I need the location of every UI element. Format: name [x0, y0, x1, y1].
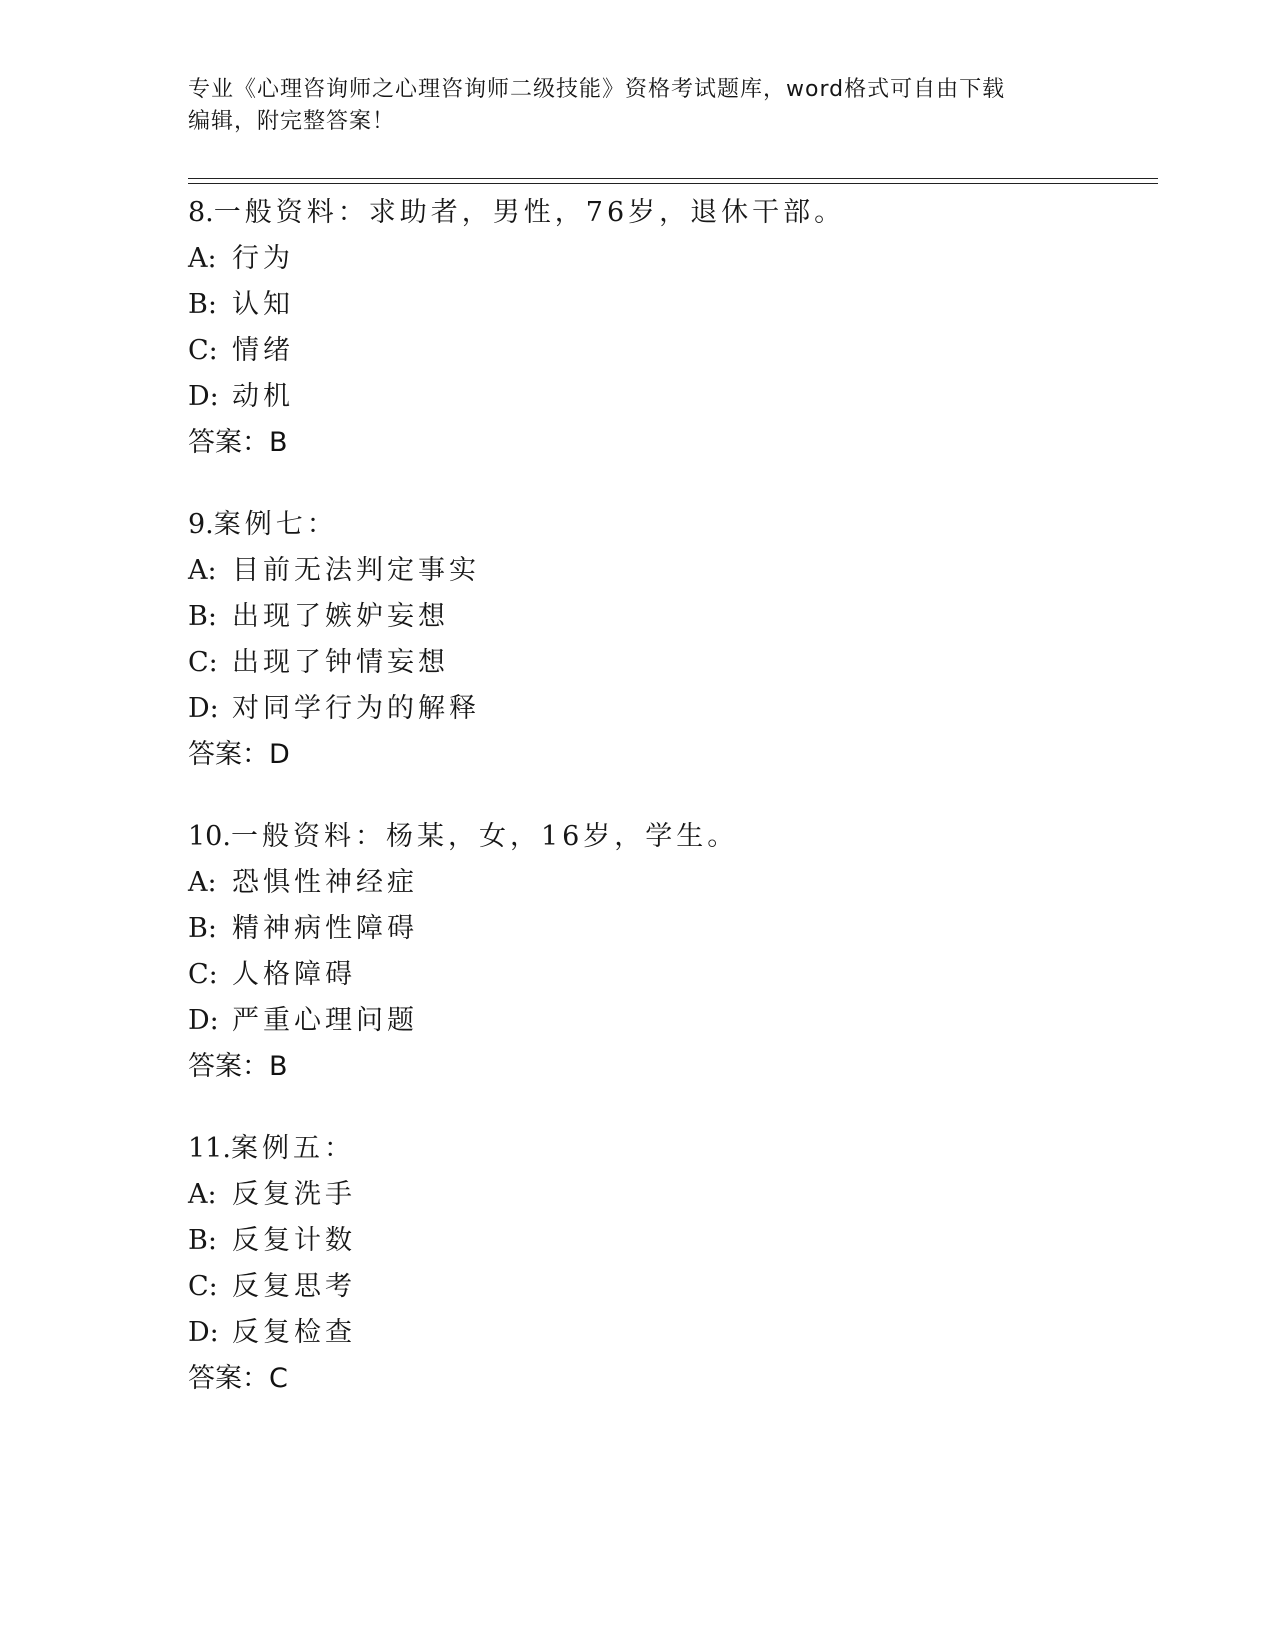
option-text: 精神病性障碍 [232, 913, 418, 944]
option-c [188, 952, 1148, 998]
question-11 [188, 1126, 1148, 1402]
option-text: 目前无法判定事实 [232, 555, 480, 586]
option-d [188, 998, 1148, 1044]
option-text: 严重心理问题 [232, 1005, 418, 1036]
question-9 [188, 502, 1148, 778]
option-a [188, 548, 1148, 594]
answer-line: 答案：C [188, 1363, 288, 1394]
option-text: 恐惧性神经症 [232, 867, 418, 898]
option-letter: C: [188, 1271, 218, 1302]
option-d [188, 374, 1148, 420]
option-text: 人格障碍 [232, 959, 356, 990]
question-number: 10. [188, 821, 231, 852]
option-d [188, 1310, 1148, 1356]
option-letter: C: [188, 647, 218, 678]
answer-line: 答案：B [188, 427, 288, 458]
option-text: 反复检查 [232, 1317, 356, 1348]
option-letter: A: [188, 555, 217, 586]
option-letter: D: [188, 1005, 219, 1036]
option-letter: B: [188, 289, 217, 320]
question-number: 9. [188, 509, 214, 540]
answer-line: 答案：B [188, 1051, 288, 1082]
question-text: 案例五： [230, 1133, 355, 1164]
option-a [188, 860, 1148, 906]
option-letter: A: [188, 867, 217, 898]
answer-line: 答案：D [188, 739, 290, 770]
option-b [188, 906, 1148, 952]
question-text: 案例七： [213, 509, 338, 540]
option-c [188, 328, 1148, 374]
question-10 [188, 814, 1148, 1090]
option-letter: D: [188, 381, 219, 412]
option-text: 对同学行为的解释 [232, 693, 480, 724]
header-divider-bottom [188, 183, 1158, 184]
option-text: 反复计数 [232, 1225, 356, 1256]
option-a [188, 1172, 1148, 1218]
question-list [188, 190, 1148, 1438]
option-c [188, 640, 1148, 686]
document-header [188, 74, 1068, 138]
option-a [188, 236, 1148, 282]
header-divider-top [188, 178, 1158, 179]
option-letter: D: [188, 693, 219, 724]
option-text: 反复洗手 [232, 1179, 356, 1210]
question-title [188, 1126, 1148, 1172]
option-text: 行为 [232, 243, 294, 274]
option-b [188, 1218, 1148, 1264]
question-text: 一般资料：求助者，男性，76岁，退休干部。 [213, 197, 846, 228]
header-line-1: 专业《心理咨询师之心理咨询师二级技能》资格考试题库，word格式可自由下载 [188, 77, 1006, 102]
header-line-2: 编辑，附完整答案！ [188, 109, 396, 134]
option-letter: B: [188, 1225, 217, 1256]
option-letter: C: [188, 959, 218, 990]
question-title [188, 190, 1148, 236]
option-text: 动机 [232, 381, 294, 412]
option-b [188, 282, 1148, 328]
option-letter: B: [188, 601, 217, 632]
option-letter: C: [188, 335, 218, 366]
option-letter: A: [188, 243, 217, 274]
option-letter: D: [188, 1317, 219, 1348]
option-text: 出现了钟情妄想 [232, 647, 449, 678]
question-title [188, 502, 1148, 548]
question-title [188, 814, 1148, 860]
option-text: 情绪 [232, 335, 294, 366]
option-d [188, 686, 1148, 732]
option-c [188, 1264, 1148, 1310]
option-letter: B: [188, 913, 217, 944]
option-letter: A: [188, 1179, 217, 1210]
option-text: 认知 [232, 289, 294, 320]
option-text: 反复思考 [232, 1271, 356, 1302]
question-text: 一般资料：杨某，女，16岁，学生。 [230, 821, 739, 852]
option-text: 出现了嫉妒妄想 [232, 601, 449, 632]
question-number: 11. [188, 1133, 231, 1164]
question-8 [188, 190, 1148, 466]
question-number: 8. [188, 197, 214, 228]
option-b [188, 594, 1148, 640]
